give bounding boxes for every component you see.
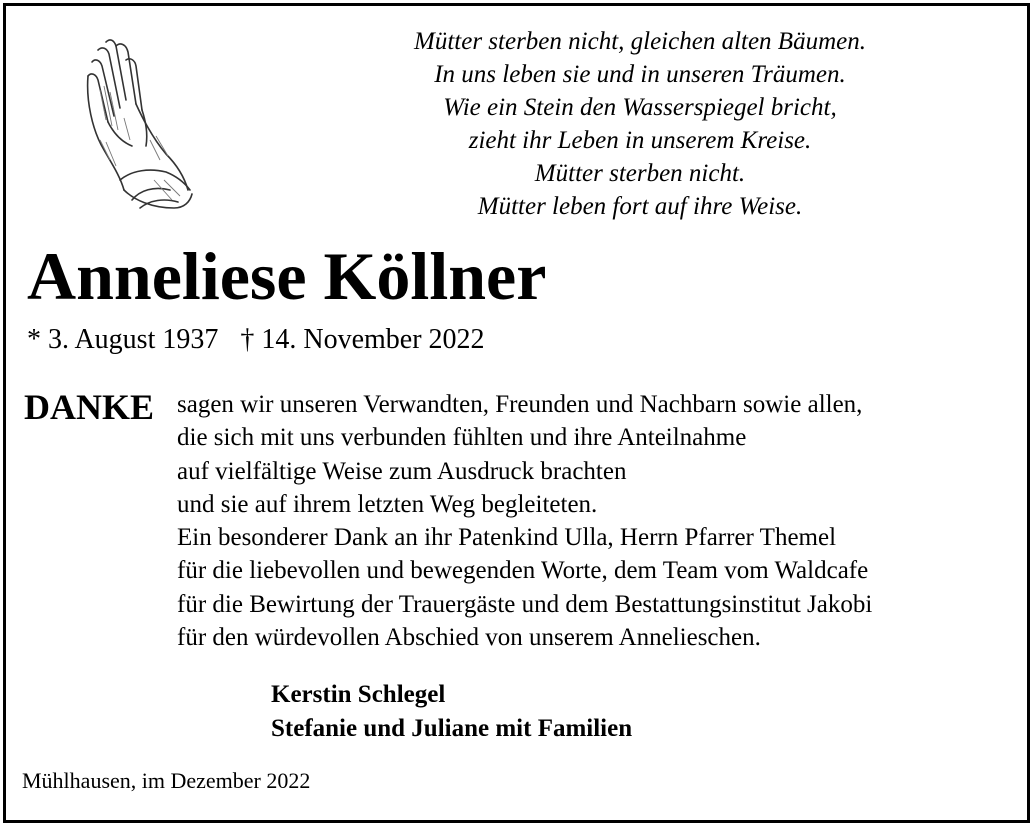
thanks-line: Ein besonderer Dank an ihr Patenkind Ulla, Herrn Pfarrer Themel: [177, 524, 837, 552]
poem-line: Mütter sterben nicht.: [534, 160, 746, 187]
signers: [271, 678, 632, 746]
poem: [330, 25, 950, 223]
praying-hands-icon: [80, 30, 198, 220]
deceased-name: Anneliese Köllner: [27, 238, 547, 314]
place-and-date: Mühlhausen, im Dezember 2022: [22, 768, 311, 793]
poem-line: Mütter leben fort auf ihre Weise.: [477, 193, 803, 220]
death-date: † 14. November 2022: [240, 324, 485, 355]
thanks-line: sagen wir unseren Verwandten, Freunden und Nachbarn sowie allen,: [177, 391, 863, 418]
thanks-heading: DANKE: [24, 387, 155, 427]
signer-line: Stefanie und Juliane mit Familien: [271, 715, 633, 742]
poem-line: zieht ihr Leben in unserem Kreise.: [468, 127, 812, 154]
thanks-line: für die Bewirtung der Trauergäste und dem Bestattungsinstitut Jakobi: [177, 590, 873, 618]
thanks-line: die sich mit uns verbunden fühlten und ihre Anteilnahme: [177, 424, 747, 452]
signer-line: Kerstin Schlegel: [271, 681, 446, 708]
life-dates: [27, 322, 485, 358]
birth-date: * 3. August 1937: [27, 324, 219, 355]
thanks-line: auf vielfältige Weise zum Ausdruck brachten: [177, 457, 627, 485]
poem-line: In uns leben sie und in unseren Träumen.: [434, 61, 846, 88]
poem-line: Wie ein Stein den Wasserspiegel bricht,: [443, 94, 837, 121]
thanks-line: für die liebevollen und bewegenden Worte, dem Team vom Waldcafe: [177, 557, 869, 585]
thanks-text: [177, 388, 1017, 654]
thanks-line: und sie auf ihrem letzten Weg begleiteten.: [177, 490, 598, 518]
poem-line: Mütter sterben nicht, gleichen alten Bäumen.: [414, 28, 866, 55]
thanks-line: für den würdevollen Abschied von unserem Annelieschen.: [177, 624, 761, 652]
